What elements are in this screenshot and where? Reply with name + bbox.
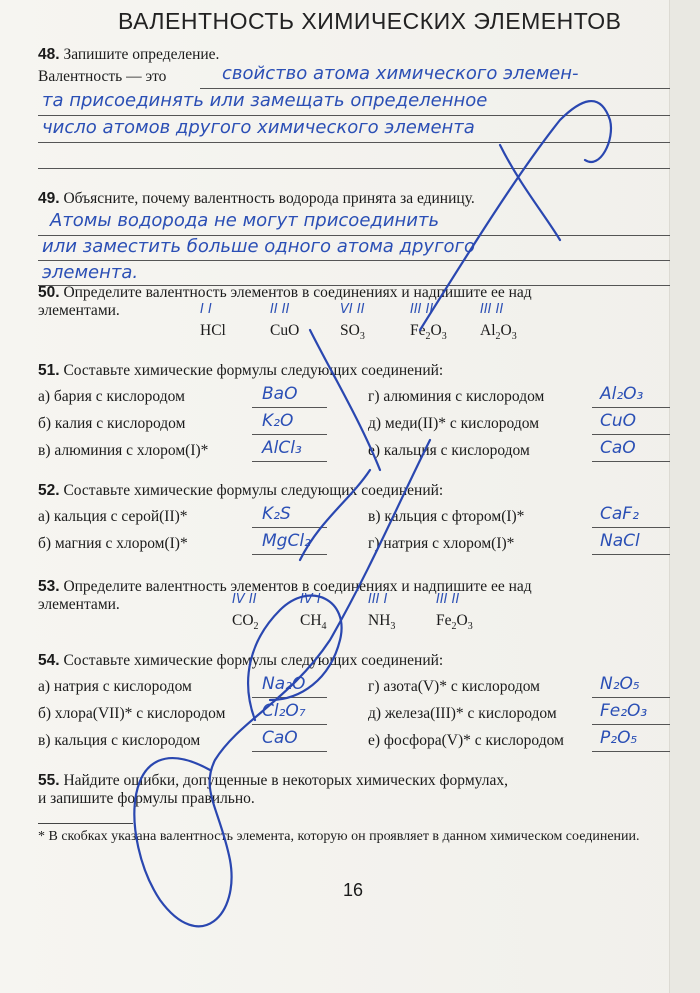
footnote: * В скобках указана валентность элемента, которую он проявляет в данном химическом соединении. (38, 829, 640, 844)
answer-line (252, 697, 327, 698)
valence-annotation: IV II (232, 592, 257, 607)
element-symbol: H (310, 612, 322, 629)
answer-line (592, 697, 670, 698)
chemical-formula (200, 322, 226, 340)
element-symbol: O (500, 322, 512, 339)
answer-line (592, 407, 670, 408)
handwritten-answer: NaCl (600, 531, 640, 551)
element-symbol: O (288, 322, 300, 339)
item-label: в) кальция с фтором(I)* (368, 508, 525, 525)
footnote-divider (38, 823, 133, 824)
handwritten-answer: CuO (600, 411, 637, 431)
chemical-formula (300, 612, 327, 632)
check-stroke (500, 145, 560, 240)
subscript: 2 (451, 621, 457, 633)
answer-line (252, 461, 327, 462)
element-symbol: S (340, 322, 349, 339)
q49-answer-line-1: Атомы водорода не могут присоединить (50, 210, 440, 231)
subscript: 2 (253, 621, 259, 633)
answer-line (252, 527, 327, 528)
item-label: г) натрия с хлором(I)* (368, 535, 515, 552)
chemical-formula (232, 612, 259, 632)
element-symbol: N (368, 612, 380, 629)
page-title: ВАЛЕНТНОСТЬ ХИМИЧЕСКИХ ЭЛЕМЕНТОВ (118, 8, 622, 34)
item-label: д) меди(II)* с кислородом (368, 415, 540, 432)
element-symbol: Cu (270, 322, 289, 339)
answer-line (592, 751, 670, 752)
item-label: а) натрия с кислородом (38, 678, 192, 695)
q49-answer-line-2: или заместить больше одного атома другого (42, 236, 476, 257)
valence-annotation: III II (410, 302, 434, 317)
item-label: е) кальция с кислородом (368, 442, 530, 459)
subscript: 2 (425, 331, 431, 343)
handwritten-answer: Al₂O₃ (600, 384, 644, 404)
element-symbol: O (430, 322, 442, 339)
q50-question: 50. Определите валентность элементов в соединениях и надпишите ее над (38, 284, 532, 301)
valence-annotation: VI II (340, 302, 365, 317)
item-label: г) алюминия с кислородом (368, 388, 545, 405)
item-label: в) кальция с кислородом (38, 732, 201, 749)
q48-answer-line-3: число атомов другого химического элемента (42, 117, 475, 138)
q55-question: 55. Найдите ошибки, допущенные в некоторых химических формулах, (38, 772, 508, 789)
item-label: д) железа(III)* с кислородом (368, 705, 557, 722)
q52-question: 52. Составьте химические формулы следующих соединений: (38, 482, 444, 499)
q48-answer-line-1: свойство атома химического элемен- (222, 63, 579, 84)
chemical-formula (436, 612, 473, 632)
element-symbol: H (379, 612, 391, 629)
q48-answer-line-2: та присоединять или замещать определенное (42, 90, 488, 111)
element-symbol: C (300, 612, 311, 629)
handwritten-answer: K₂S (262, 504, 291, 524)
q51-question: 51. Составьте химические формулы следующих соединений: (38, 362, 444, 379)
handwritten-answer: AlCl₃ (262, 438, 302, 458)
answer-line (592, 724, 670, 725)
subscript: 4 (321, 621, 327, 633)
q48-prefix: Валентность — это (38, 68, 167, 85)
chemical-formula (340, 322, 365, 342)
chemical-formula (410, 322, 447, 342)
answer-line (38, 260, 670, 261)
handwritten-answer: CaO (600, 438, 636, 458)
subscript: 2 (495, 331, 501, 343)
item-label: г) азота(V)* с кислородом (368, 678, 540, 695)
q49-question: 49. Объясните, почему валентность водорода принята за единицу. (38, 190, 475, 207)
valence-annotation: III II (436, 592, 460, 607)
answer-line (252, 751, 327, 752)
element-symbol: Cl (211, 322, 226, 339)
handwritten-answer: Na₂O (262, 674, 306, 694)
handwritten-answer: K₂O (262, 411, 294, 431)
handwritten-answer: P₂O₅ (600, 728, 638, 748)
q55-question-cont: и запишите формулы правильно. (38, 790, 255, 807)
handwritten-answer: Fe₂O₃ (600, 701, 648, 721)
answer-line (592, 434, 670, 435)
answer-line (38, 115, 670, 116)
q53-question-cont: элементами. (38, 596, 120, 613)
answer-line (252, 407, 327, 408)
valence-annotation: I I (200, 302, 212, 317)
subscript: 3 (441, 331, 447, 343)
q49-answer-line-3: элемента. (42, 262, 139, 283)
item-label: в) алюминия с хлором(I)* (38, 442, 209, 459)
answer-line (252, 724, 327, 725)
valence-annotation: III I (368, 592, 388, 607)
element-symbol: Fe (410, 322, 426, 339)
element-symbol: H (200, 322, 212, 339)
element-symbol: O (242, 612, 254, 629)
item-label: е) фосфора(V)* с кислородом (368, 732, 564, 749)
handwritten-answer: Cl₂O₇ (262, 701, 306, 721)
answer-line (38, 142, 670, 143)
handwritten-answer: BaO (262, 384, 298, 404)
answer-line (592, 554, 670, 555)
q53-question: 53. Определите валентность элементов в соединениях и надпишите ее над (38, 578, 532, 595)
answer-line (592, 527, 670, 528)
handwritten-answer: CaO (262, 728, 298, 748)
answer-line (252, 434, 327, 435)
subscript: 3 (467, 621, 473, 633)
element-symbol: Fe (436, 612, 452, 629)
valence-annotation: IV I (300, 592, 321, 607)
valence-annotation: II II (270, 302, 290, 317)
handwritten-answer: MgCl₂ (262, 531, 311, 551)
item-label: б) магния с хлором(I)* (38, 535, 188, 552)
handwritten-answer: N₂O₅ (600, 674, 640, 694)
subscript: 3 (390, 621, 396, 633)
answer-line (38, 168, 670, 169)
chemical-formula (480, 322, 517, 342)
element-symbol: C (232, 612, 243, 629)
handwritten-answer: CaF₂ (600, 504, 639, 524)
subscript: 3 (359, 331, 365, 343)
item-label: а) бария с кислородом (38, 388, 185, 405)
q54-question: 54. Составьте химические формулы следующих соединений: (38, 652, 444, 669)
element-symbol: Al (480, 322, 496, 339)
answer-line (200, 88, 670, 89)
chemical-formula (270, 322, 299, 340)
valence-annotation: III II (480, 302, 504, 317)
answer-line (252, 554, 327, 555)
element-symbol: O (348, 322, 360, 339)
answer-line (592, 461, 670, 462)
q48-question: 48. Запишите определение. (38, 46, 220, 63)
subscript: 3 (511, 331, 517, 343)
chemical-formula (368, 612, 395, 632)
item-label: а) кальция с серой(II)* (38, 508, 188, 525)
item-label: б) хлора(VII)* с кислородом (38, 705, 226, 722)
q50-question-cont: элементами. (38, 302, 120, 319)
item-label: б) калия с кислородом (38, 415, 186, 432)
element-symbol: O (456, 612, 468, 629)
page-number: 16 (343, 880, 364, 900)
